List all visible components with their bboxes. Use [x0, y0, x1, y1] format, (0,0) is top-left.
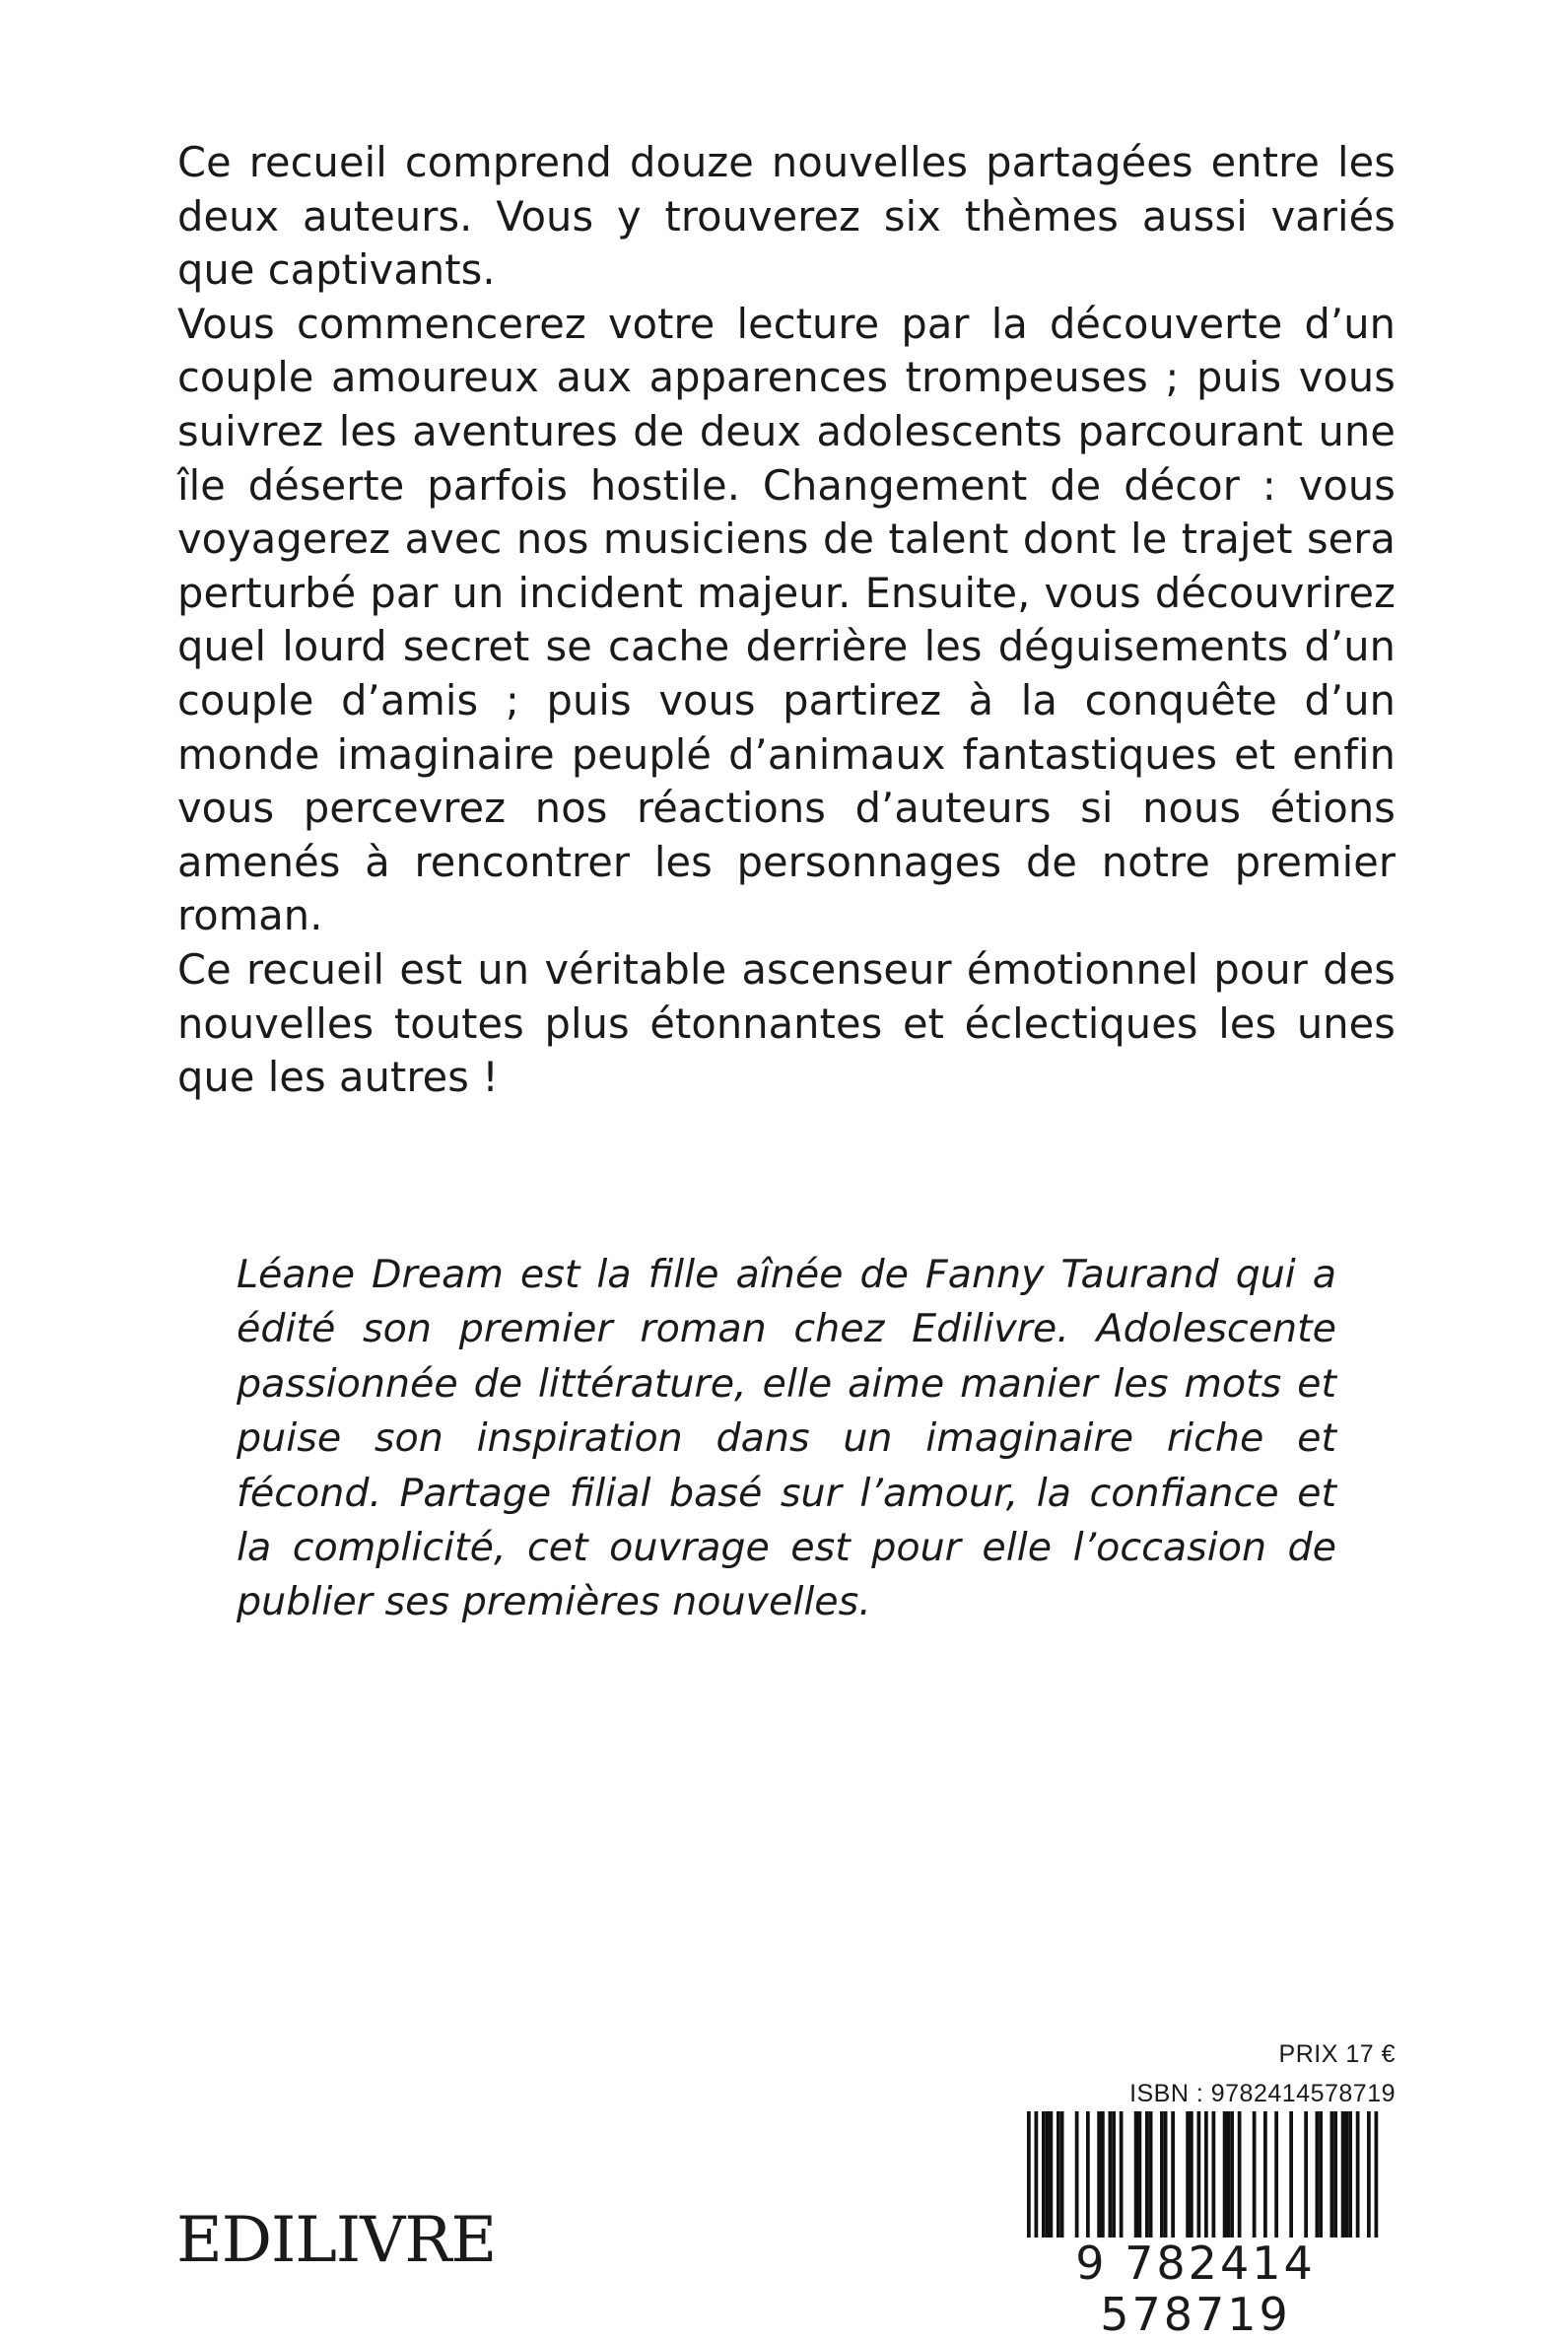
barcode-bar	[1212, 2111, 1216, 2238]
barcode-bar	[1190, 2111, 1193, 2238]
barcode-bar	[1109, 2111, 1113, 2238]
barcode-bar	[1316, 2111, 1320, 2238]
isbn-label: ISBN : 9782414578719	[1129, 2080, 1396, 2107]
blurb-paragraph-2: Vous commencerez votre lecture par la découverte d’un couple amoureux aux apparences trompeuses ; puis vous suivrez les aventures de deux adolescents parcourant une île déserte parfois hostile. Changement de décor : vous voyagerez avec nos musiciens de talent dont le trajet sera perturbé par un incident majeur. Ensuite, vous découvrirez quel lourd secret se cache derrière les déguisements d’un couple d’amis ; puis vous partirez à la conquête d’un monde imaginaire peuplé d’animaux fantastiques et enfin vous percevrez nos réactions d’auteurs si nous étions amenés à rencontrer les personnages de notre premier roman.	[177, 299, 1396, 940]
barcode-bar	[1138, 2111, 1142, 2238]
barcode-bar	[1253, 2111, 1257, 2238]
barcode-bar	[1330, 2111, 1334, 2238]
isbn-barcode	[993, 2111, 1398, 2341]
barcode-bar	[1238, 2111, 1242, 2238]
barcode-bar	[1057, 2111, 1060, 2238]
barcode-bar	[1160, 2111, 1164, 2238]
barcode-bar	[1112, 2111, 1116, 2238]
barcode-bar	[1075, 2111, 1079, 2238]
barcode-bar	[1263, 2111, 1267, 2238]
barcode-bar	[1086, 2111, 1090, 2238]
barcode-bar	[1227, 2111, 1231, 2238]
author-bio	[237, 1248, 1336, 1630]
barcode-bar	[1164, 2111, 1168, 2238]
barcode-bar	[1348, 2111, 1352, 2238]
barcode-bar	[1042, 2111, 1046, 2238]
barcode-bar	[1060, 2111, 1064, 2238]
barcode-bar	[1120, 2111, 1124, 2238]
blurb-paragraph-1: Ce recueil comprend douze nouvelles partagées entre les deux auteurs. Vous y trouverez six thèmes aussi variés que captivants.	[177, 138, 1396, 295]
barcode-digits: 9 782414 578719	[993, 2238, 1398, 2289]
barcode-bar	[1230, 2111, 1234, 2238]
barcode-bar	[1289, 2111, 1293, 2238]
barcode-bar	[1341, 2111, 1345, 2238]
author-bio-text: Léane Dream est la fille aînée de Fanny Taurand qui a édité son premier roman chez Edilivre. Adolescente passionnée de littérature, elle aime manier les mots et puise son inspiration dans un imaginaire riche et fécond. Partage filial basé sur l’amour, la confiance et la complicité, cet ouvrage est pour elle l’occasion de publier ses premières nouvelles.	[237, 1252, 1336, 1625]
barcode-bar	[1223, 2111, 1227, 2238]
barcode-bar	[1171, 2111, 1175, 2238]
barcode-bar	[1046, 2111, 1050, 2238]
barcode-bar	[1186, 2111, 1190, 2238]
barcode-bar	[1134, 2111, 1138, 2238]
barcode-bar	[1097, 2111, 1101, 2238]
edilivre-logo: EDILIVRE	[176, 2204, 497, 2277]
barcode-bar	[1333, 2111, 1337, 2238]
back-cover-blurb	[177, 136, 1396, 1105]
barcode-bar	[1101, 2111, 1105, 2238]
barcode-bar	[1345, 2111, 1349, 2238]
blurb-paragraph-3: Ce recueil est un véritable ascenseur émotionnel pour des nouvelles toutes plus étonnantes et éclectiques les unes que les autres !	[177, 944, 1396, 1102]
barcode-bar	[1145, 2111, 1149, 2238]
barcode-bar	[1274, 2111, 1278, 2238]
barcode-bar	[1319, 2111, 1323, 2238]
barcode-bar	[1356, 2111, 1360, 2238]
barcode-bar	[1050, 2111, 1054, 2238]
barcode-bar	[1304, 2111, 1308, 2238]
price-label: PRIX 17 €	[1278, 2040, 1396, 2068]
barcode-bar	[1149, 2111, 1153, 2238]
